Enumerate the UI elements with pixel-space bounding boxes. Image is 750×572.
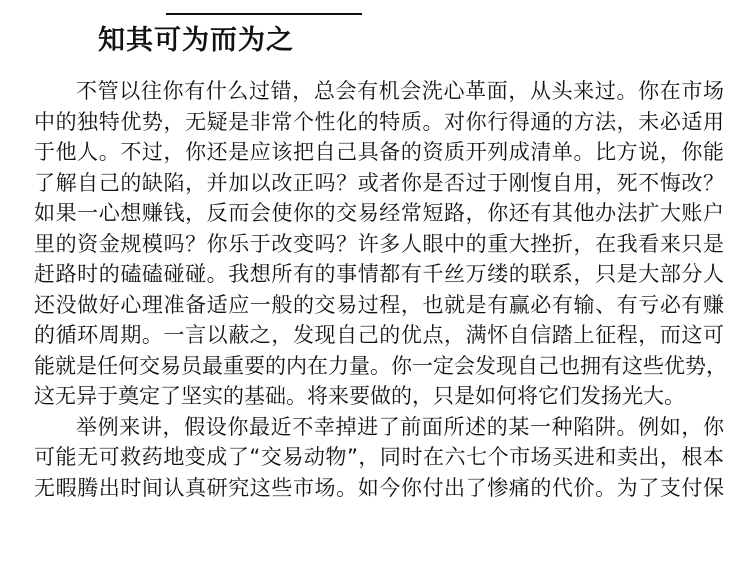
paragraph-1-line-11: 这无异于奠定了坚实的基础。将来要做的，只是如何将它们发扬光大。: [34, 384, 685, 408]
body-text: [34, 76, 727, 503]
top-rule: [166, 13, 362, 15]
paragraph-1-line-7: 赶路时的磕磕碰碰。我想所有的事情都有千丝万缕的联系，只是大部分人: [34, 262, 724, 286]
paragraph-1-line-4: 了解自己的缺陷，并加以改正吗？或者你是否过于刚愎自用，死不悔改？: [34, 170, 724, 195]
paragraph-1-line-2: 中的独特优势，无疑是非常个性化的特质。对你行得通的方法，未必适用: [34, 109, 724, 134]
paragraph-2-line-1: 举例来讲，假设你最近不幸掉进了前面所述的某一种陷阱。例如，你: [76, 414, 724, 439]
paragraph-1-line-8: 还没做好心理准备适应一般的交易过程，也就是有赢必有输、有亏必有赚: [34, 292, 724, 317]
paragraph-1-line-6: 里的资金规模吗？你乐于改变吗？许多人眼中的重大挫折，在我看来只是: [34, 231, 724, 256]
paragraph-1-line-1: 不管以往你有什么过错，总会有机会洗心革面，从头来过。你在市场: [76, 79, 724, 103]
section-title: 知其可为而为之: [98, 25, 294, 56]
paragraph-2-line-2: 可能无可救药地变成了“交易动物”，同时在六七个市场买进和卖出，根本: [34, 445, 724, 469]
paragraph-1-line-3: 于他人。不过，你还是应该把自己具备的资质开列成清单。比方说，你能: [34, 140, 724, 164]
paragraph-1-line-9: 的循环周期。一言以蔽之，发现自己的优点，满怀自信踏上征程，而这可: [34, 323, 724, 347]
paragraph-1-line-10: 能就是任何交易员最重要的内在力量。你一定会发现自己也拥有这些优势，: [34, 353, 727, 378]
paragraph-2-line-3: 无暇腾出时间认真研究这些市场。如今你付出了惨痛的代价。为了支付保: [34, 475, 724, 500]
paragraph-1-line-5: 如果一心想赚钱，反而会使你的交易经常短路，你还有其他办法扩大账户: [34, 201, 724, 225]
